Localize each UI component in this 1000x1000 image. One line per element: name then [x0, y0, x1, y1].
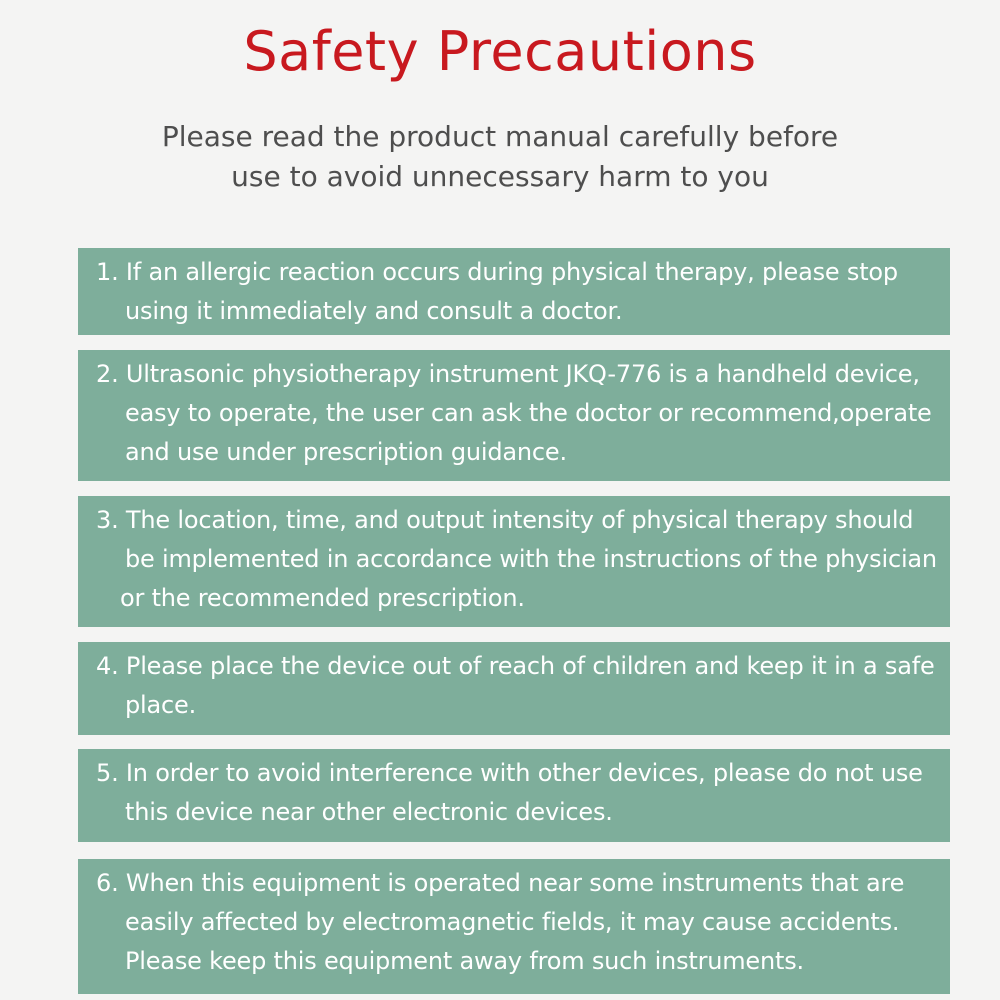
precaution-line: and use under prescription guidance. [125, 438, 567, 466]
precaution-line: 1. If an allergic reaction occurs during physical therapy, please stop [96, 258, 898, 286]
precaution-line: place. [125, 691, 196, 719]
precaution-item-6 [78, 859, 950, 994]
subtitle-line: use to avoid unnecessary harm to you [231, 160, 769, 193]
precaution-item-2 [78, 350, 950, 481]
precaution-item-4 [78, 642, 950, 735]
precaution-line: easily affected by electromagnetic fields, it may cause accidents. [125, 908, 900, 936]
precaution-line: 3. The location, time, and output intensity of physical therapy should [96, 506, 914, 534]
precaution-line: easy to operate, the user can ask the doctor or recommend,operate [125, 399, 932, 427]
precaution-line: using it immediately and consult a doctor. [125, 297, 623, 325]
page-title: Safety Precautions [243, 20, 757, 83]
subtitle-line: Please read the product manual carefully before [161, 120, 839, 153]
precaution-item-1 [78, 248, 950, 335]
page-subtitle [0, 117, 1000, 197]
precaution-line: Please keep this equipment away from such instruments. [125, 947, 804, 975]
precaution-item-5 [78, 749, 950, 842]
precaution-line: 5. In order to avoid interference with other devices, please do not use [96, 759, 923, 787]
precaution-line: 4. Please place the device out of reach of children and keep it in a safe [96, 652, 935, 680]
precaution-line: 6. When this equipment is operated near some instruments that are [96, 869, 905, 897]
precaution-line: this device near other electronic devices. [125, 798, 613, 826]
precaution-line: be implemented in accordance with the instructions of the physician [125, 545, 937, 573]
precaution-line: or the recommended prescription. [120, 584, 525, 612]
precaution-line: 2. Ultrasonic physiotherapy instrument JKQ-776 is a handheld device, [96, 360, 920, 388]
precaution-item-3 [78, 496, 950, 627]
